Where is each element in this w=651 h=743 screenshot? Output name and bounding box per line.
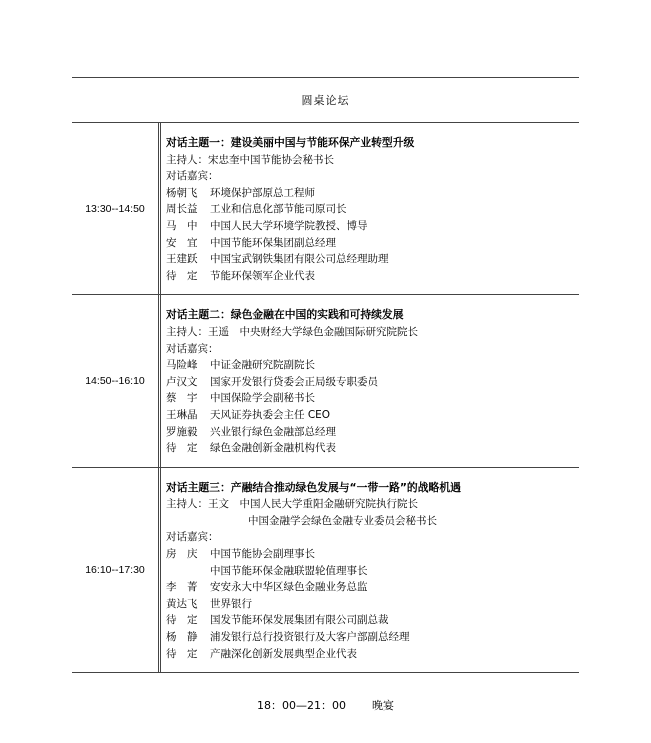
host-name: 宋忠奎中国节能协会秘书长 — [208, 153, 334, 166]
guest-title: 中国节能协会副理事长 — [210, 548, 315, 561]
host-name: 王文 中国人民大学重阳金融研究院执行院长 — [208, 498, 418, 511]
guest-title: 中国人民大学环境学院教授、博导 — [210, 219, 368, 232]
session-topic: 对话主题二：绿色金融在中国的实践和可持续发展 — [166, 308, 404, 322]
session-topic: 对话主题三：产融结合推动绿色发展与“一带一路”的战略机遇 — [166, 480, 461, 494]
host-name: 王遥 中央财经大学绿色金融国际研究院院长 — [208, 325, 418, 338]
agenda-table — [72, 77, 579, 673]
guest-title: 中国保险学会副秘书长 — [210, 392, 315, 405]
guest-row — [166, 424, 579, 441]
session-topic: 对话主题一：建设美丽中国与节能环保产业转型升级 — [166, 136, 415, 149]
guest-title: 天风证券执委会主任 CEO — [210, 408, 331, 421]
session-time — [72, 468, 159, 673]
guest-name: 房 庆 — [166, 548, 198, 561]
guest-row — [166, 646, 579, 663]
guest-name: 安 宜 — [166, 236, 198, 249]
guest-row — [166, 440, 579, 457]
guest-row — [166, 612, 579, 629]
guest-name: 李 菁 — [166, 581, 198, 594]
session-time-text: 16:10--17:30 — [85, 563, 145, 576]
guest-row — [166, 374, 579, 391]
guest-title: 安安永大中华区绿色金融业务总监 — [210, 581, 368, 594]
guest-name: 黄达飞 — [166, 597, 198, 610]
guest-name: 待 定 — [166, 269, 198, 282]
section-title — [72, 78, 579, 122]
guest-row — [166, 579, 579, 596]
guest-name: 待 定 — [166, 647, 198, 660]
guest-row — [166, 185, 579, 202]
guest-name: 王建跃 — [166, 253, 198, 266]
guest-name: 周长益 — [166, 203, 198, 216]
host-line — [166, 496, 579, 513]
guest-title: 中证金融研究院副院长 — [210, 359, 315, 372]
host-line — [166, 152, 579, 169]
guest-row — [166, 546, 579, 563]
guest-name: 马险峰 — [166, 359, 198, 372]
dinner-line — [0, 697, 651, 713]
host-label: 主持人： — [166, 498, 208, 511]
guest-row — [166, 201, 579, 218]
session-content — [159, 295, 579, 466]
dinner-label: 晚宴 — [372, 699, 394, 712]
session-row — [72, 467, 579, 674]
guest-title: 中国节能环保集团副总经理 — [210, 236, 336, 249]
host-label: 主持人： — [166, 153, 208, 166]
dinner-time: 18：00—21：00 — [257, 699, 346, 712]
guest-row — [166, 596, 579, 613]
guests-label: 对话嘉宾： — [166, 531, 219, 544]
guest-title: 世界银行 — [210, 597, 252, 610]
host-line — [166, 324, 579, 341]
guest-row — [166, 407, 579, 424]
session-content — [159, 123, 579, 294]
session-time-text: 13:30--14:50 — [85, 202, 145, 215]
guest-row — [166, 251, 579, 268]
guest-title: 环境保护部原总工程师 — [210, 186, 315, 199]
guest-title: 工业和信息化部节能司原司长 — [210, 203, 347, 216]
host-label: 主持人： — [166, 325, 208, 338]
guest-name: 罗施毅 — [166, 425, 198, 438]
guest-row — [166, 235, 579, 252]
section-title-text: 圆桌论坛 — [301, 94, 350, 107]
guest-row — [166, 268, 579, 285]
guest-title: 兴业银行绿色金融部总经理 — [210, 425, 336, 438]
guest-row — [166, 629, 579, 646]
guest-name: 卢汉文 — [166, 375, 198, 388]
session-time — [72, 123, 159, 294]
session-time-text: 14:50--16:10 — [85, 375, 145, 388]
guest-title: 节能环保领军企业代表 — [210, 269, 315, 282]
session-time — [72, 295, 159, 466]
guest-name: 杨 静 — [166, 631, 198, 644]
guest-name: 马 中 — [166, 219, 198, 232]
guest-name: 王琳晶 — [166, 408, 198, 421]
guest-row — [166, 390, 579, 407]
guest-row — [166, 218, 579, 235]
guest-row — [166, 357, 579, 374]
guest-name: 杨朝飞 — [166, 186, 198, 199]
guest-title: 国家开发银行贷委会正局级专职委员 — [210, 375, 378, 388]
guest-name: 待 定 — [166, 614, 198, 627]
guest-title: 中国节能环保金融联盟轮值理事长 — [210, 564, 368, 577]
guests-label: 对话嘉宾： — [166, 170, 219, 183]
guest-name: 待 定 — [166, 442, 198, 455]
guest-title: 绿色金融创新金融机构代表 — [210, 442, 336, 455]
session-content — [159, 468, 579, 673]
guest-title: 产融深化创新发展典型企业代表 — [210, 647, 357, 660]
host-extra-title: 中国金融学会绿色金融专业委员会秘书长 — [248, 514, 437, 527]
guests-label: 对话嘉宾： — [166, 342, 219, 355]
session-row — [72, 122, 579, 294]
session-row — [72, 294, 579, 466]
guest-title: 浦发银行总行投资银行及大客户部副总经理 — [210, 631, 410, 644]
guest-name — [166, 563, 210, 580]
guest-title: 中国宝武钢铁集团有限公司总经理助理 — [210, 253, 389, 266]
guest-row — [166, 563, 579, 580]
guest-name: 蔡 宇 — [166, 392, 198, 405]
guest-title: 国发节能环保发展集团有限公司副总裁 — [210, 614, 389, 627]
